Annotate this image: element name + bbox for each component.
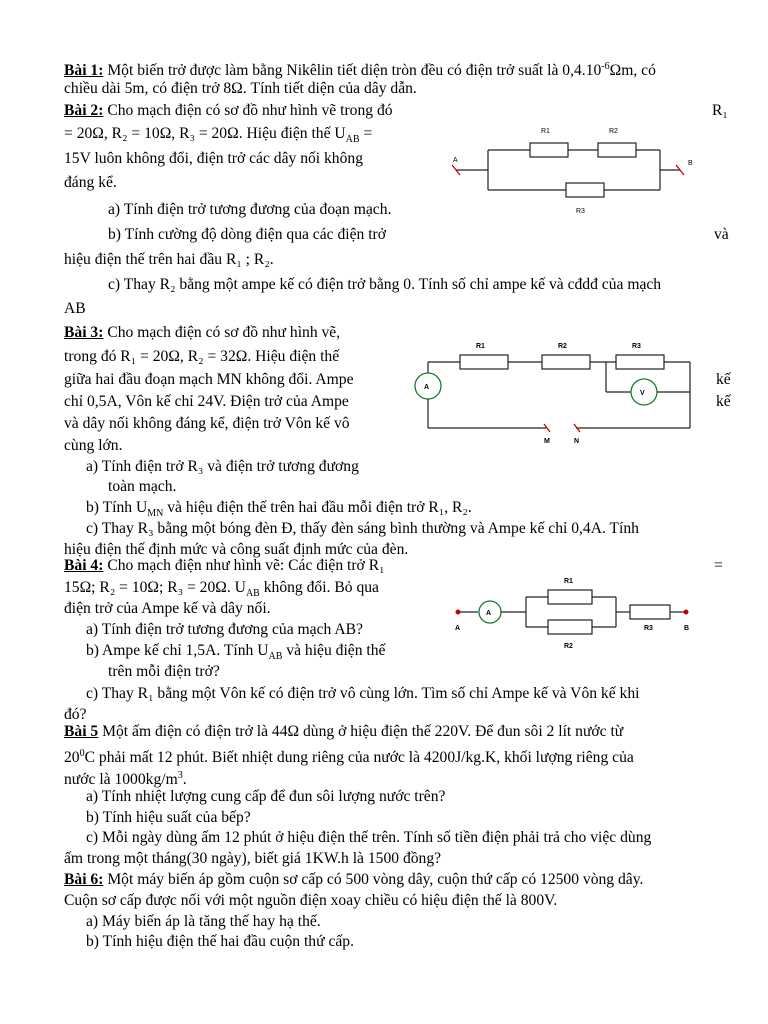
bai6-title: Bài 6:	[64, 871, 104, 888]
bai4-line3: điện trở của Ampe kế và dây nối.	[64, 600, 271, 617]
bai4-question-c2: đó?	[64, 706, 87, 723]
bai2-line3: 15V luôn không đổi, điện trở các dây nối không	[64, 150, 363, 167]
bai5-title: Bài 5	[64, 723, 99, 740]
bai3-question-c: c) Thay R₃ bằng một bóng đèn Đ, thấy đèn sáng bình thường và Ampe kế chỉ 0,4A. Tính	[86, 520, 639, 537]
bai3-fig-label-n: N	[574, 438, 580, 445]
bai3-fig-label-r2: R2	[558, 343, 567, 350]
bai5-question-c: c) Mỗi ngày dùng ấm 12 phút ở hiệu điện thế trên. Tính số tiền điện phải trả cho việc dùng	[86, 829, 652, 846]
bai1-title: Bài 1:	[64, 62, 104, 80]
bai4-terminal-b	[684, 610, 689, 615]
bai3-circuit-diagram	[410, 336, 710, 448]
bai6-line2: Cuộn sơ cấp được nối với một nguồn điện xoay chiều có hiệu điện thế là 800V.	[64, 892, 558, 909]
bai4-circuit-diagram	[448, 568, 708, 658]
bai3-line2: trong đó R₁ = 20Ω, R₂ = 32Ω. Hiệu điện thế	[64, 348, 340, 365]
bai6-line1: Bài 6: Một máy biến áp gồm cuộn sơ cấp có 500 vòng dây, cuộn thứ cấp có 12500 vòng dây.	[64, 871, 644, 888]
bai2-fig-label-r1: R1	[541, 128, 550, 135]
bai3-r2-resistor	[542, 355, 590, 369]
bai2-title: Bài 2:	[64, 102, 104, 119]
bai4-fig-label-r2: R2	[564, 643, 573, 650]
bai4-fig-label-r3: R3	[644, 625, 653, 632]
bai3-line6: cùng lớn.	[64, 437, 123, 454]
bai4-r3-resistor	[630, 605, 670, 619]
bai4-fig-label-r1: R1	[564, 578, 573, 585]
bai2-question-c: c) Thay R₂ bằng một ampe kế có điện trở bằng 0. Tính số chỉ ampe kế và cđdđ của mạch	[108, 276, 662, 293]
bai1-line1: Bài 1: Một biến trở được làm bằng Nikêlin tiết diện tròn đều có điện trở suất là $0,4.10^{-6}\Omega m$, có	[64, 61, 656, 80]
bai4-question-a: a) Tính điện trở tương đương của mạch AB?	[86, 621, 363, 638]
bai4-question-c: c) Thay R₁ bằng một Vôn kế có điện trở vô cùng lớn. Tìm số chỉ Ampe kế và Vôn kế khi	[86, 685, 640, 702]
bai4-fig-label-a: A	[455, 625, 461, 632]
bai3-line1: Bài 3: Cho mạch điện có sơ đồ như hình vẽ,	[64, 324, 341, 341]
bai3-l3-right: kế	[716, 371, 731, 388]
bai3-fig-label-a: A	[424, 384, 430, 391]
bai2-line4: đáng kể.	[64, 174, 117, 191]
bai3-r3-resistor	[616, 355, 664, 369]
bai4-r1-resistor	[548, 590, 592, 604]
bai2-r2-resistor	[598, 143, 636, 157]
bai6-question-a: a) Máy biến áp là tăng thế hay hạ thế.	[86, 913, 321, 930]
bai3-fig-label-r3: R3	[632, 343, 641, 350]
bai2-question-a: a) Tính điện trở tương đương của đoạn mạch.	[108, 201, 392, 218]
bai4-line2: 15Ω; R₂ = 10Ω; R₃ = 20Ω. $U_{AB}$ không đổi. Bỏ qua	[64, 579, 379, 600]
bai2-r1-resistor	[530, 143, 568, 157]
bai2-fig-label-b: B	[688, 160, 693, 167]
bai4-fig-label-b: B	[684, 625, 690, 632]
bai2-fig-label-r3: R3	[576, 208, 585, 215]
bai5-line2: $20^0C$ phải mất 12 phút. Biết nhiệt dung riêng của nước là 4200J/kg.K, khối lượng riêng của	[64, 748, 634, 767]
bai6-question-b: b) Tính hiệu điện thế hai đầu cuộn thứ cấp.	[86, 933, 354, 950]
bai2-question-b2: hiệu điện thế trên hai đầu R₁ ; R₂.	[64, 251, 274, 268]
bai4-fig-label-ammeter: A	[486, 610, 492, 617]
bai2-fig-label-a: A	[453, 157, 458, 164]
bai2-line1: Bài 2: Cho mạch điện có sơ đồ như hình vẽ trong đó	[64, 102, 393, 119]
bai4-line1: Bài 4: Cho mạch điện như hình vẽ: Các điện trở R₁	[64, 557, 385, 574]
bai3-fig-label-m: M	[544, 438, 550, 445]
bai4-r2-resistor	[548, 620, 592, 634]
bai4-question-b: b) Ampe kế chỉ 1,5A. Tính $U_{AB}$ và hiệu điện thế	[86, 642, 386, 663]
bai5-line1: Bài 5 Một ấm điện có điện trở là 44Ω dùng ở hiệu điện thế 220V. Để đun sôi 2 lít nước từ	[64, 723, 624, 740]
bai2-r3-resistor	[566, 183, 604, 197]
bai4-eq-right: =	[714, 557, 723, 574]
bai4-terminal-a	[456, 610, 461, 615]
bai2-question-b: b) Tính cường độ dòng điện qua các điện trở	[108, 226, 386, 243]
bai5-question-c2: ấm trong một tháng(30 ngày), biết giá 1KW.h là 1500 đồng?	[64, 850, 442, 867]
bai4-title: Bài 4:	[64, 557, 104, 574]
bai4-question-b3: trên mỗi điện trở?	[108, 663, 220, 680]
bai3-line5: và dây nối không đáng kể, điện trở Vôn kế vô	[64, 415, 350, 432]
bai1-line2: chiều dài 5m, có điện trở 8Ω. Tính tiết diện của dây dẫn.	[64, 80, 417, 97]
bai3-question-a2: toàn mạch.	[108, 478, 177, 495]
bai3-line4: chỉ 0,5A, Vôn kế chỉ 24V. Điện trở của Ampe	[64, 393, 349, 410]
bai3-r1-resistor	[460, 355, 508, 369]
bai3-title: Bài 3:	[64, 324, 104, 341]
bai3-line3: giữa hai đầu đoạn mạch MN không đổi. Ampe	[64, 371, 354, 388]
bai3-fig-label-r1: R1	[476, 343, 485, 350]
bai3-question-a: a) Tính điện trở R₃ và điện trở tương đương	[86, 458, 359, 475]
bai5-question-b: b) Tính hiệu suất của bếp?	[86, 809, 251, 826]
bai2-r1-right: R₁	[712, 102, 728, 119]
bai5-line3: nước là $1000kg/m^3$.	[64, 770, 187, 789]
bai3-fig-label-v: V	[640, 390, 645, 397]
bai2-line2: = 20Ω, R₂ = 10Ω, R₃ = 20Ω. Hiệu điện thế $U_{AB}$ =	[64, 125, 373, 146]
bai3-question-c2: hiệu điện thế định mức và công suất định mức của đèn.	[64, 541, 409, 558]
bai2-fig-label-r2: R2	[609, 128, 618, 135]
bai3-l4-right: kế	[716, 393, 731, 410]
bai2-circuit-diagram	[448, 118, 708, 223]
bai2-question-c2: AB	[64, 300, 86, 317]
bai2-b-right: và	[714, 226, 729, 243]
bai5-question-a: a) Tính nhiệt lượng cung cấp để đun sôi lượng nước trên?	[86, 788, 446, 805]
bai3-question-b: b) Tính $U_{MN}$ và hiệu điện thế trên hai đầu mỗi điện trở R₁, R₂.	[86, 499, 472, 520]
